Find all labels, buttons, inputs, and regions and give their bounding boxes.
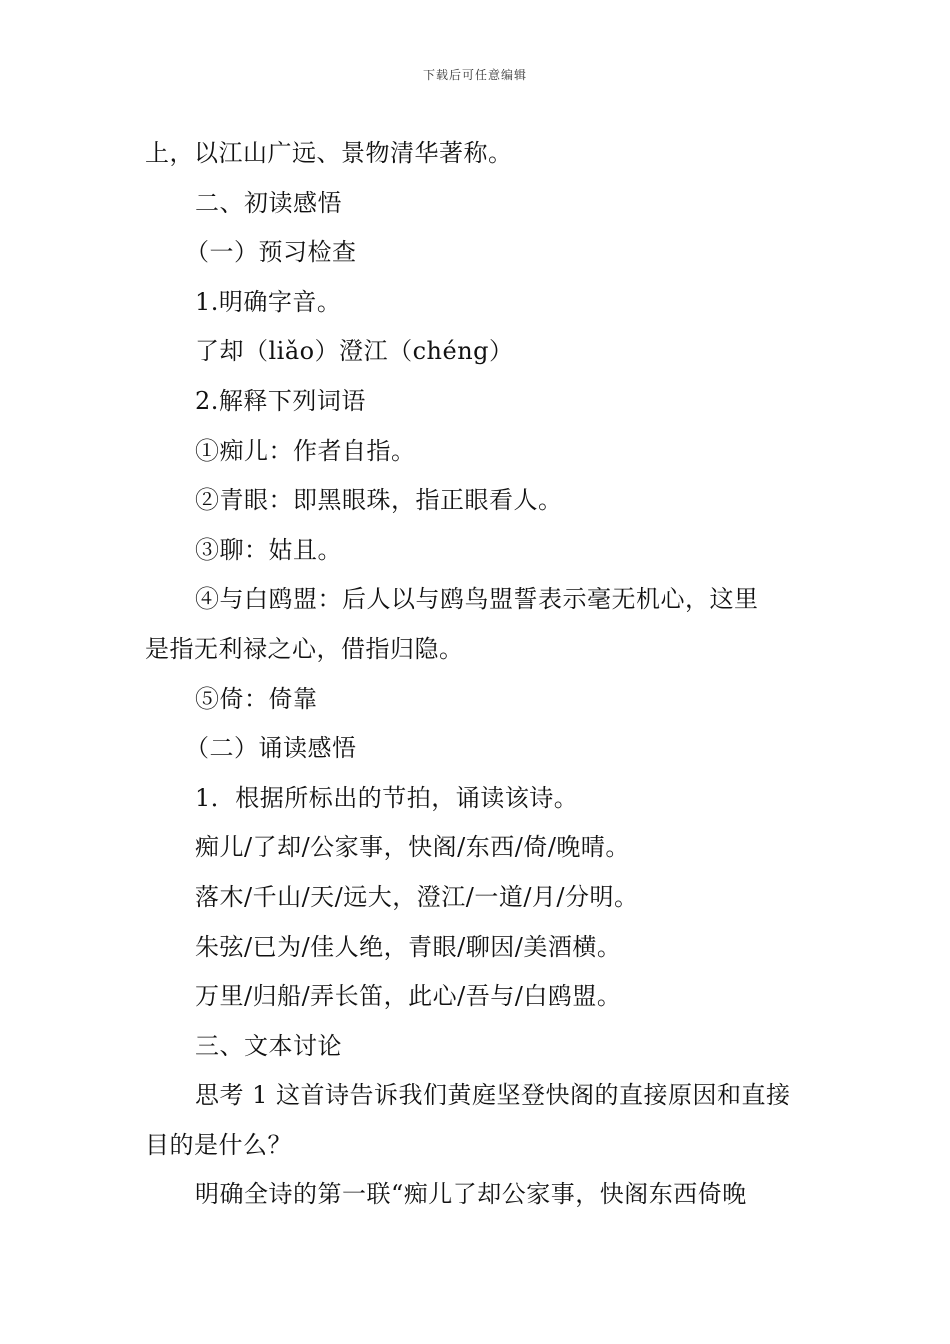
poem-line-3: 朱弦/已为/佳人绝，青眼/聊因/美酒横。 <box>195 932 622 961</box>
text-line-continuation: 上，以江山广远、景物清华著称。 <box>145 139 513 167</box>
subsection-heading-preview-check: （一）预习检查 <box>185 238 357 267</box>
poem-line-1: 痴儿/了却/公家事，快阁/东西/倚/晚晴。 <box>195 833 630 862</box>
pronunciation-text: 了却（liǎo）澄江（chéng） <box>195 337 514 366</box>
vocabulary-item-4-continuation: 是指无利禄之心，借指归隐。 <box>145 634 464 663</box>
vocabulary-item-2: ②青眼：即黑眼珠，指正眼看人。 <box>195 486 563 515</box>
page-header-note: 下载后可任意编辑 <box>422 68 527 82</box>
vocabulary-item-1: ①痴儿：作者自指。 <box>195 436 416 465</box>
vocabulary-item-3: ③聊：姑且。 <box>195 535 342 564</box>
item-pronunciation-heading: 1.明确字音。 <box>195 287 342 316</box>
vocabulary-item-5: ⑤倚：倚靠 <box>195 684 318 713</box>
document-body <box>145 129 810 1220</box>
discussion-question-1-continuation: 目的是什么？ <box>145 1130 292 1159</box>
discussion-question-1: 思考 1 这首诗告诉我们黄庭坚登快阁的直接原因和直接 <box>195 1081 791 1110</box>
poem-line-4: 万里/归船/弄长笛，此心/吾与/白鸥盟。 <box>195 982 622 1011</box>
item-vocabulary-heading: 2.解释下列词语 <box>195 386 366 415</box>
discussion-answer-1: 明确全诗的第一联“痴儿了却公家事，快阁东西倚晚 <box>195 1180 747 1209</box>
subsection-heading-recitation: （二）诵读感悟 <box>185 734 357 763</box>
section-heading-initial-reading: 二、初读感悟 <box>195 188 342 217</box>
section-heading-discussion: 三、文本讨论 <box>195 1031 342 1060</box>
poem-line-2: 落木/千山/天/远大，澄江/一道/月/分明。 <box>195 882 639 911</box>
vocabulary-item-4: ④与白鸥盟：后人以与鸥鸟盟誓表示毫无机心，这里 <box>195 585 759 614</box>
recitation-instruction: 1．根据所标出的节拍，诵读该诗。 <box>195 783 579 812</box>
